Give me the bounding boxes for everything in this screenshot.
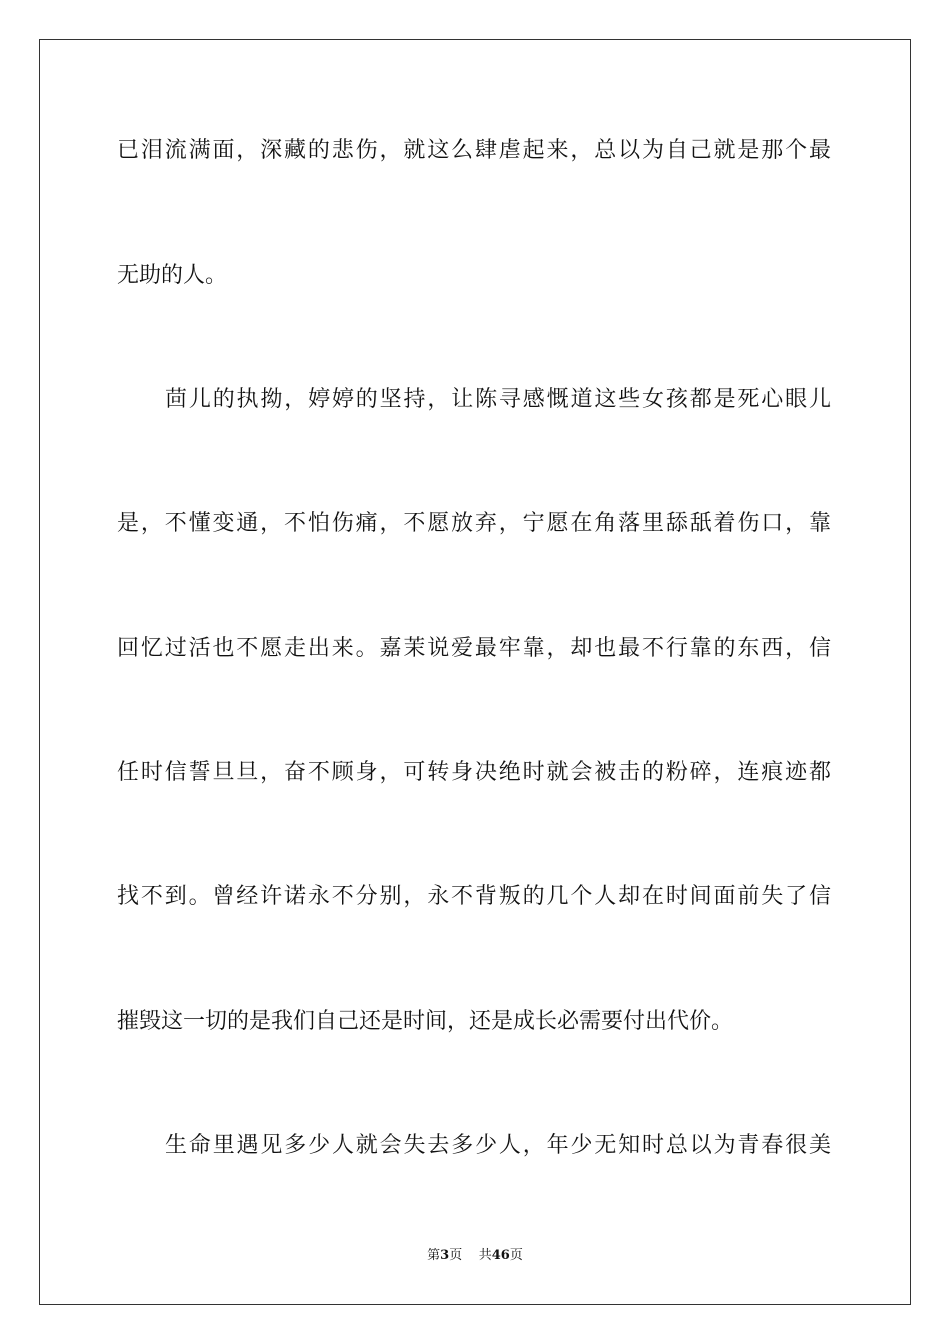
text-line-5: 回忆过活也不愿走出来。嘉茉说爱最牢靠，却也最不行靠的东西，信 — [117, 636, 831, 661]
page-suffix: 页 — [449, 1248, 463, 1263]
total-prefix: 共 — [478, 1248, 492, 1263]
total-pages: 46 — [491, 1248, 510, 1263]
page-footer — [0, 1247, 950, 1265]
text-line-8: 摧毁这一切的是我们自己还是时间，还是成长必需要付出代价。 — [117, 1009, 734, 1034]
page-prefix: 第 — [427, 1248, 441, 1263]
text-line-4: 是，不懂变通，不怕伤痛，不愿放弃，宁愿在角落里舔舐着伤口，靠 — [117, 511, 831, 536]
page-number: 3 — [440, 1248, 450, 1263]
total-suffix: 页 — [509, 1248, 523, 1263]
text-line-6: 任时信誓旦旦，奋不顾身，可转身决绝时就会被击的粉碎，连痕迹都 — [117, 760, 831, 785]
text-line-7: 找不到。曾经许诺永不分别，永不背叛的几个人却在时间面前失了信 — [117, 884, 831, 909]
page-border — [39, 39, 911, 1305]
text-line-9: 生命里遇见多少人就会失去多少人，年少无知时总以为青春很美 — [165, 1133, 831, 1158]
text-line-3: 茴儿的执拗，婷婷的坚持，让陈寻感慨道这些女孩都是死心眼儿 — [165, 387, 831, 412]
text-line-1: 已泪流满面，深藏的悲伤，就这么肆虐起来，总以为自己就是那个最 — [117, 138, 831, 163]
text-line-2: 无助的人。 — [117, 263, 228, 288]
